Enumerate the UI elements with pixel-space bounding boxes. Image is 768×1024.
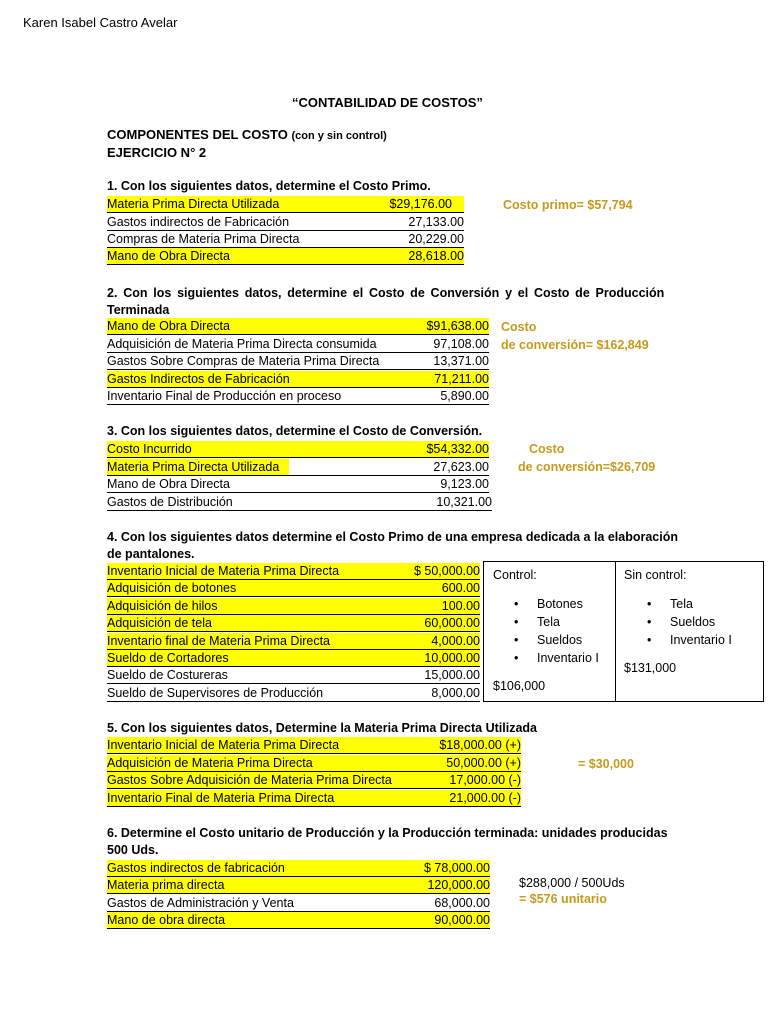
row-label: Mano de obra directa [107,913,226,927]
row-value: $ 50,000.00 [413,564,480,578]
row-value: 8,000.00 [431,686,480,700]
row-label: Adquisición de Materia Prima Directa consumida [107,337,377,351]
table-row [107,231,464,248]
row-label: Sueldo de Costureras [107,668,228,682]
row-value: $18,000.00 (+) [439,738,521,752]
table-row [107,912,490,929]
q2-question-line2: Terminada [107,303,170,317]
table-row [107,476,489,493]
row-label: Adquisición de tela [107,616,212,630]
table-row [107,196,464,213]
row-label: Materia prima directa [107,878,225,892]
table-divider [615,562,616,701]
table-row [107,598,480,615]
row-label: Inventario Final de Materia Prima Directa [107,791,335,805]
q6-question-line2: 500 Uds. [107,843,159,857]
row-value: 5,890.00 [440,389,489,403]
table-row [107,353,489,370]
sin-control-header: Sin control: [624,568,687,582]
row-label: Costo Incurrido [107,442,192,456]
control-item: • Sueldos [537,633,582,647]
q6-answer-line1: $288,000 / 500Uds [519,876,625,890]
q4-question-line1: 4. Con los siguientes datos determine el Costo Primo de una empresa dedicada a la elaboración [107,530,678,544]
q2-answer-line1: Costo [501,320,537,334]
row-label: Adquisición de hilos [107,599,218,613]
row-value: 27,133.00 [408,215,464,229]
row-label: Gastos indirectos de Fabricación [107,215,290,229]
q4-question-line2: de pantalones. [107,547,195,561]
table-row [107,441,489,458]
row-label: Gastos de Administración y Venta [107,896,294,910]
q6-answer-line2: = $576 unitario [519,892,607,906]
row-value: 20,229.00 [408,232,464,246]
table-row [107,877,490,894]
control-item: • Botones [537,597,583,611]
control-item: • Tela [537,615,560,629]
table-row [107,336,489,353]
row-value: 60,000.00 [424,616,480,630]
row-label: Gastos de Distribución [107,495,233,509]
row-value: 13,371.00 [433,354,489,368]
table-row [107,371,489,388]
row-value: 600.00 [441,581,480,595]
q2-question-line1 [107,286,665,300]
exercise-number: EJERCICIO N° 2 [107,145,207,160]
row-value: 17,000.00 (-) [449,773,521,787]
row-value: 15,000.00 [424,668,480,682]
row-label: Inventario Final de Producción en proceso [107,389,342,403]
table-row [107,580,480,597]
row-label: Adquisición de Materia Prima Directa [107,756,313,770]
sin-control-item: • Sueldos [670,615,715,629]
row-label: Gastos Sobre Compras de Materia Prima Directa [107,354,380,368]
row-value: 21,000.00 (-) [449,791,521,805]
sin-control-total: $131,000 [624,661,677,675]
author-name: Karen Isabel Castro Avelar [23,15,178,30]
row-value: 97,108.00 [433,337,489,351]
q6-question-line1: 6. Determine el Costo unitario de Producción y la Producción terminada: unidades producidas [107,826,668,840]
row-label: Adquisición de botones [107,581,237,595]
document-title: “CONTABILIDAD DE COSTOS” [292,95,483,110]
section-heading-sub: (con y sin control) [291,130,387,142]
section-heading-main: COMPONENTES DEL COSTO [107,127,288,142]
table-row [107,650,480,667]
row-value: 4,000.00 [431,634,480,648]
table-row [107,737,521,754]
table-row [107,633,480,650]
row-label: Mano de Obra Directa [107,477,230,491]
table-row [107,318,489,335]
table-row [107,459,489,476]
q3-question: 3. Con los siguientes datos, determine el Costo de Conversión. [107,424,483,438]
table-row [107,667,480,684]
q1-answer: Costo primo= $57,794 [503,198,633,212]
q2-question-text: 2. Con los siguientes datos, determine el Costo de Conversión y el Costo de Producción [107,286,665,300]
table-row [107,860,490,877]
control-table [483,561,764,702]
table-row [107,790,521,807]
row-label: Gastos Indirectos de Fabricación [107,372,290,386]
q3-answer-line2: de conversión=$26,709 [518,460,656,474]
sin-control-item: • Inventario I [670,633,732,647]
row-label: Sueldo de Cortadores [107,651,229,665]
table-row [107,494,492,511]
control-total: $106,000 [493,679,546,693]
row-value: $54,332.00 [426,442,489,456]
table-row [107,214,464,231]
row-value: 90,000.00 [434,913,490,927]
row-value: 50,000.00 (+) [446,756,521,770]
q3-answer-line1: Costo [529,442,565,456]
row-value: 71,211.00 [434,372,489,386]
row-label: Mano de Obra Directa [107,319,230,333]
table-row [107,248,464,265]
q1-question: 1. Con los siguientes datos, determine el Costo Primo. [107,179,431,193]
row-label: Gastos Sobre Adquisición de Materia Prima Directa [107,773,392,787]
q2-answer-line2: de conversión= $162,849 [501,338,649,352]
control-header: Control: [493,568,537,582]
row-value: 9,123.00 [440,477,489,491]
table-row [107,772,521,789]
sin-control-item: • Tela [670,597,693,611]
row-label: Compras de Materia Prima Directa [107,232,300,246]
row-value: 27,623.00 [433,460,489,474]
section-heading [107,127,387,142]
row-label: Inventario Inicial de Materia Prima Directa [107,738,340,752]
row-value: 28,618.00 [408,249,464,263]
row-value: 68,000.00 [434,896,490,910]
table-row [107,895,490,912]
control-item: • Inventario I [537,651,599,665]
row-value: $ 78,000.00 [423,861,490,875]
row-label: Gastos indirectos de fabricación [107,861,285,875]
q5-question: 5. Con los siguientes datos, Determine la Materia Prima Directa Utilizada [107,721,537,735]
row-value: 10,000.00 [424,651,480,665]
table-row [107,685,480,702]
row-value: 120,000.00 [427,878,490,892]
row-label: Materia Prima Directa Utilizada [107,459,289,475]
row-value: $29,176.00 [389,197,452,211]
row-value: 10,321.00 [436,495,492,509]
table-row [107,615,480,632]
table-row [107,563,480,580]
row-label: Sueldo de Supervisores de Producción [107,686,324,700]
row-value: $91,638.00 [426,319,489,333]
table-row [107,388,489,405]
row-label: Mano de Obra Directa [107,249,230,263]
row-label: Inventario final de Materia Prima Directa [107,634,331,648]
q5-answer: = $30,000 [578,757,634,771]
table-row [107,755,521,772]
row-label: Inventario Inicial de Materia Prima Directa [107,564,340,578]
row-value: 100.00 [441,599,480,613]
row-label: Materia Prima Directa Utilizada [107,197,280,211]
